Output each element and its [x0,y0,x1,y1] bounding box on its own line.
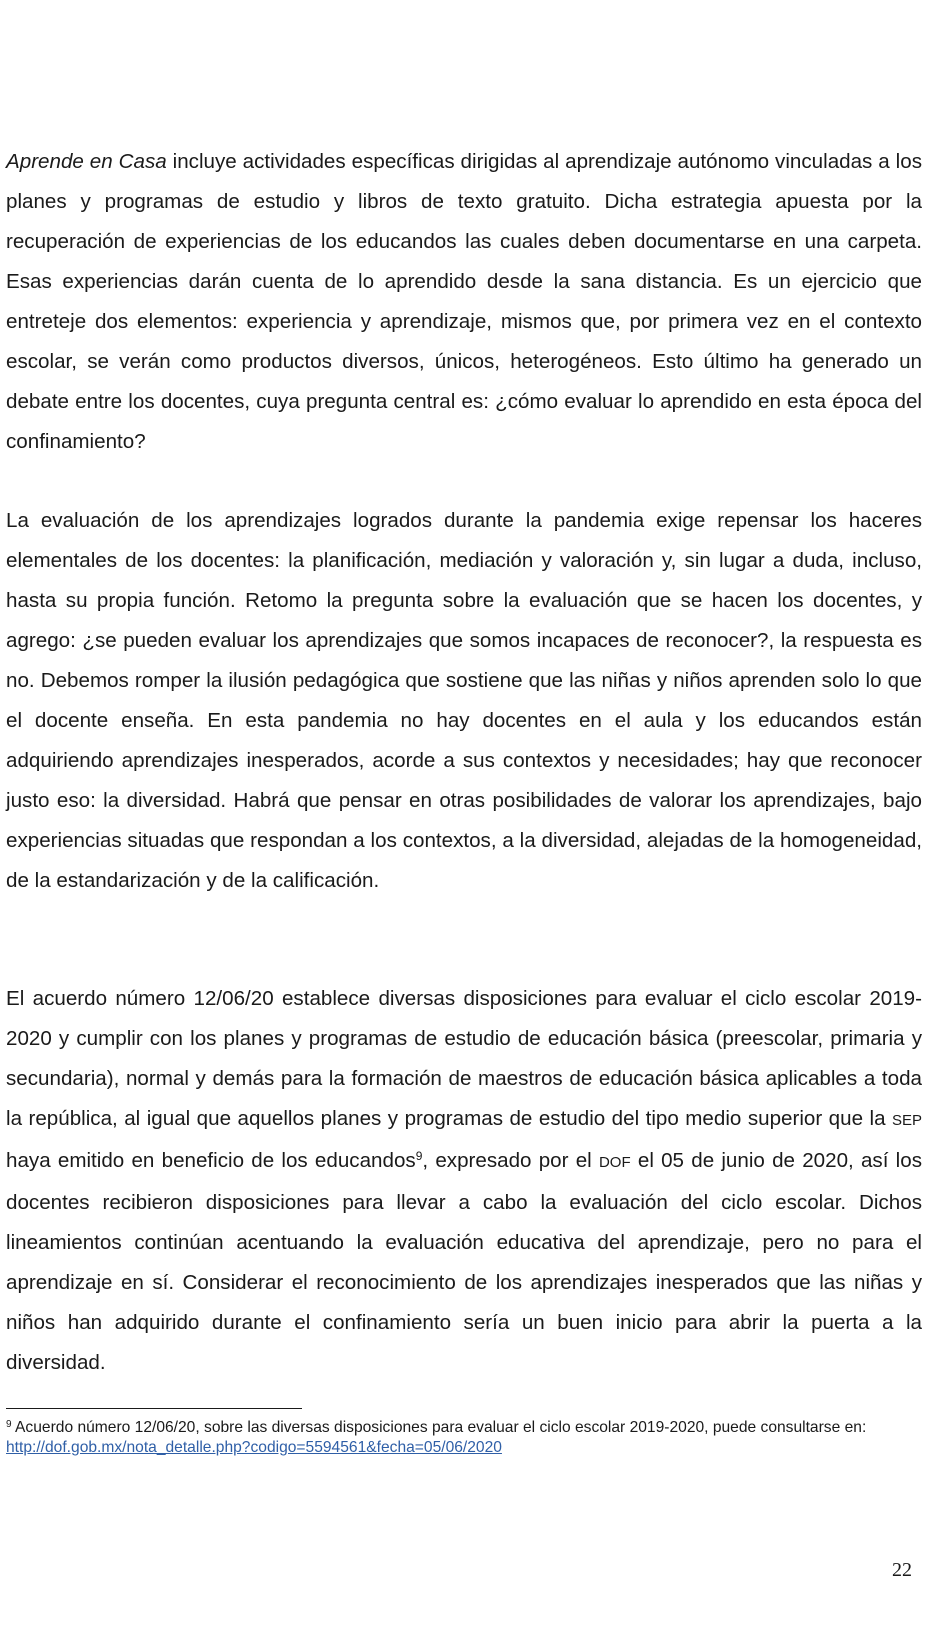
footnote-number: 9 [6,1419,12,1430]
abbreviation-sep: SEP [891,1112,922,1129]
paragraph-aprende-en-casa [6,142,922,462]
footnote-text: Acuerdo número 12/06/20, sobre las diversas disposiciones para evaluar el ciclo escolar 2019-2020, puede consultarse en: [11,1419,867,1436]
paragraph-evaluacion [6,501,922,901]
footnote-separator [6,1408,302,1409]
paragraph-text: el 05 de junio de 2020, así los docentes recibieron disposiciones para llevar a cabo la evaluación del ciclo escolar. Dichos lineamientos continúan acentuando la evaluación educativa del aprendizaje, pero no para el aprendizaje en sí. Considerar el reconocimiento de los aprendizajes inesperados que las niñas y niños han adquirido durante el confinamiento sería un buen inicio para abrir la puerta a la diversidad. [6,1149,922,1374]
paragraph-text: El acuerdo número 12/06/20 establece diversas disposiciones para evaluar el ciclo escolar 2019-2020 y cumplir con los planes y programas de estudio de educación básica (preescolar, primaria y secundaria), normal y demás para la formación de maestros de educación básica aplicables a toda la república, al igual que aquellos planes y programas de estudio del tipo medio superior que la [6,987,922,1130]
paragraph-text: La evaluación de los aprendizajes logrados durante la pandemia exige repensar los haceres elementales de los docentes: la planificación, mediación y valoración y, sin lugar a duda, incluso, hasta su propia función. Retomo la pregunta sobre la evaluación que se hacen los docentes, y agrego: ¿se pueden evaluar los aprendizajes que somos incapaces de reconocer?, la respuesta es no. Debemos romper la ilusión pedagógica que sostiene que las niñas y niños aprenden solo lo que el docente enseña. En esta pandemia no hay docentes en el aula y los educandos están adquiriendo aprendizajes inesperados, acorde a sus contextos y necesidades; hay que reconocer justo eso: la diversidad. Habrá que pensar en otras posibilidades de valorar los aprendizajes, bajo experiencias situadas que respondan a los contextos, a la diversidad, alejadas de la homogeneidad, de la estandarización y de la calificación. [6,509,922,892]
paragraph-text: haya emitido en beneficio de los educandos [6,1149,416,1172]
paragraph-text: , expresado por el [422,1149,599,1172]
footnote-reference[interactable]: 9 [415,1149,423,1163]
paragraph-acuerdo [6,979,922,1383]
footnote [6,1418,916,1458]
paragraph-text: incluye actividades específicas dirigidas al aprendizaje autónomo vinculadas a los planes y programas de estudio y libros de texto gratuito. Dicha estrategia apuesta por la recuperación de experiencias de los educandos las cuales deben documentarse en una carpeta. Esas experiencias darán cuenta de lo aprendido desde la sana distancia. Es un ejercicio que entreteje dos elementos: experiencia y aprendizaje, mismos que, por primera vez en el contexto escolar, se verán como productos diversos, únicos, heterogéneos. Esto último ha generado un debate entre los docentes, cuya pregunta central es: ¿cómo evaluar lo aprendido en esta época del confinamiento? [6,150,922,453]
page-number: 22 [892,1559,912,1581]
program-name: Aprende en Casa [6,150,167,173]
footnote-link[interactable]: http://dof.gob.mx/nota_detalle.php?codigo=5594561&fecha=05/06/2020 [6,1439,502,1456]
abbreviation-dof: DOF [598,1154,631,1171]
